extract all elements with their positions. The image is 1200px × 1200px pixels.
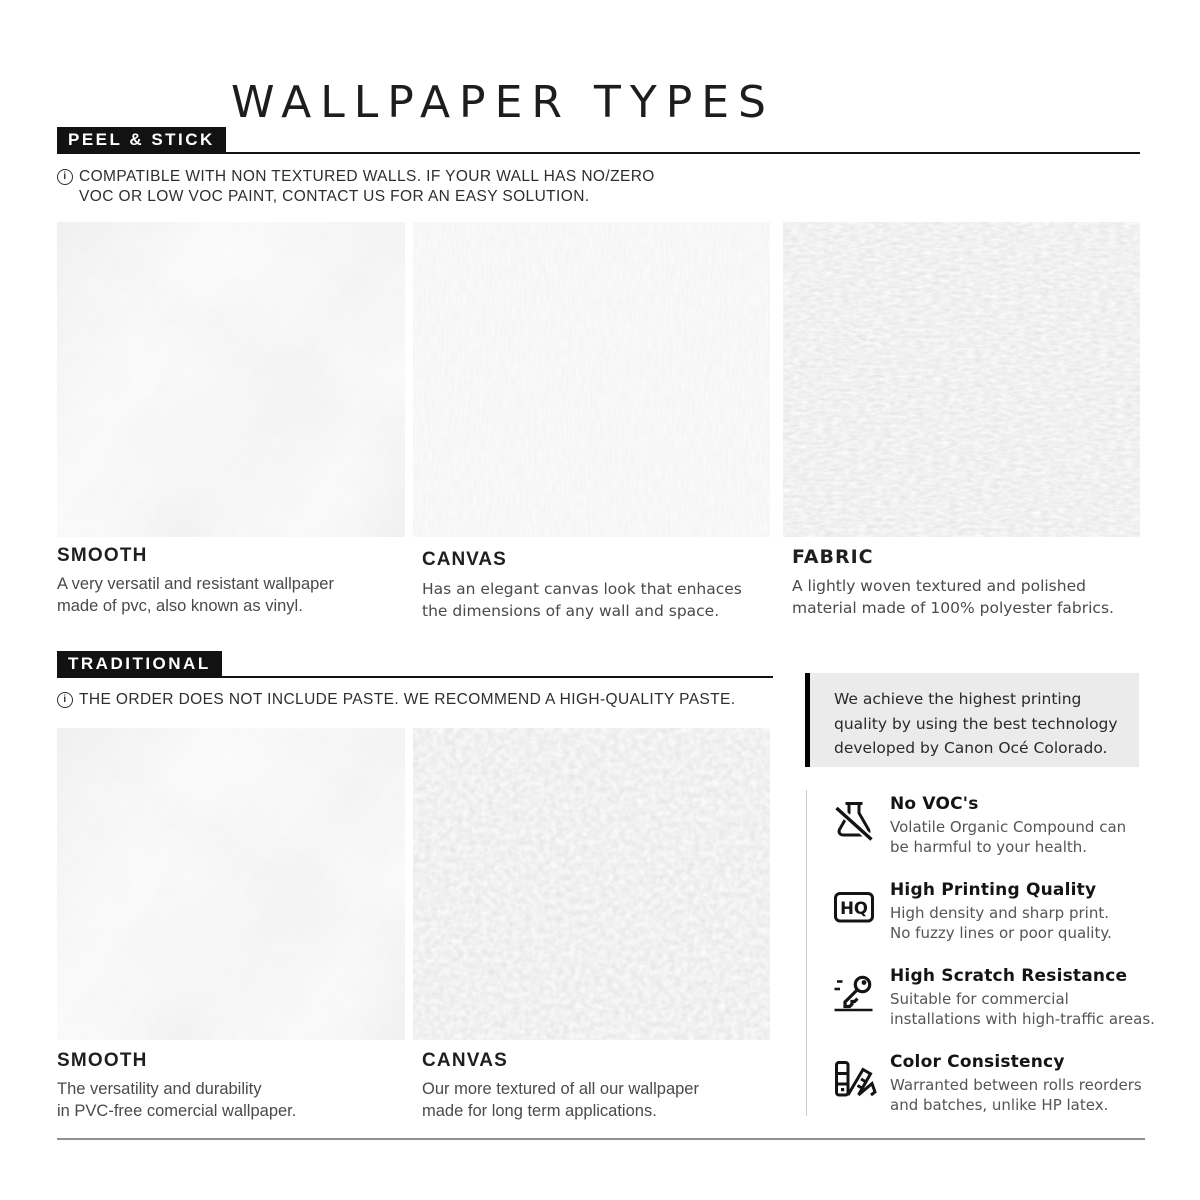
feature-no-voc	[830, 794, 1160, 857]
swatch-description: A very versatil and resistant wallpaper made of pvc, also known as vinyl.	[57, 575, 334, 615]
no-voc-flask-icon	[830, 797, 878, 845]
fabric-texture	[783, 222, 1140, 537]
feature-title: High Scratch Resistance	[890, 966, 1128, 986]
info-icon: i	[57, 692, 73, 708]
swatch-title: CANVAS	[422, 1050, 509, 1071]
swatch-description: A lightly woven textured and polished material made of 100% polyester fabrics.	[792, 577, 1114, 617]
peel-stick-note	[57, 167, 655, 207]
burlap-texture	[413, 728, 770, 1040]
feature-title: Color Consistency	[890, 1052, 1065, 1072]
note-line: COMPATIBLE WITH NON TEXTURED WALLS. IF YOUR WALL HAS NO/ZERO	[79, 168, 655, 185]
swatch-title: SMOOTH	[57, 1050, 148, 1071]
quote-line: We achieve the highest printing	[834, 690, 1082, 708]
caption-smooth-peel-stick	[57, 545, 334, 617]
feature-description: Warranted between rolls reorders and batches, unlike HP latex.	[890, 1076, 1142, 1114]
page-title: WALLPAPER TYPES	[231, 77, 775, 129]
key-scratch-icon	[830, 969, 878, 1017]
caption-canvas-traditional	[422, 1050, 699, 1122]
hq-badge-icon	[830, 883, 878, 931]
traditional-note	[57, 690, 735, 710]
caption-canvas-peel-stick	[422, 549, 742, 622]
feature-description: High density and sharp print. No fuzzy lines or poor quality.	[890, 904, 1112, 942]
caption-fabric-peel-stick	[792, 546, 1114, 619]
quote-line: quality by using the best technology	[834, 714, 1118, 733]
swatch-title: CANVAS	[422, 549, 507, 570]
quote-line: developed by Canon Océ Colorado.	[834, 739, 1108, 757]
swatch-image-smooth-traditional	[57, 728, 405, 1040]
section-label-traditional: TRADITIONAL	[57, 651, 222, 678]
caption-smooth-traditional	[57, 1050, 296, 1122]
swatch-description: The versatility and durability in PVC-free comercial wallpaper.	[57, 1080, 297, 1120]
swatch-image-canvas-peel-stick	[413, 222, 770, 537]
note-line: THE ORDER DOES NOT INCLUDE PASTE. WE RECOMMEND A HIGH-QUALITY PASTE.	[79, 691, 736, 708]
swatch-image-smooth-peel-stick	[57, 222, 405, 537]
canvas-texture	[413, 222, 770, 537]
bottom-divider	[57, 1138, 1145, 1140]
swatch-title: SMOOTH	[57, 545, 148, 566]
smooth-texture	[57, 728, 405, 1040]
quote-box	[805, 673, 1139, 767]
feature-description: Suitable for commercial installations with high-traffic areas.	[890, 990, 1155, 1028]
features-vertical-rule	[806, 790, 807, 1116]
swatch-image-fabric-peel-stick	[783, 222, 1140, 537]
info-icon: i	[57, 169, 73, 185]
swatch-description: Our more textured of all our wallpaper made for long term applications.	[422, 1080, 699, 1120]
swatch-description: Has an elegant canvas look that enhaces the dimensions of any wall and space.	[422, 580, 742, 620]
feature-high-scratch-resistance	[830, 966, 1160, 1029]
feature-high-printing-quality	[830, 880, 1160, 943]
feature-title: High Printing Quality	[890, 880, 1097, 900]
feature-description: Volatile Organic Compound can be harmful to your health.	[890, 818, 1127, 856]
section-label-peel-stick: PEEL & STICK	[57, 127, 226, 154]
color-swatchbook-icon	[830, 1055, 878, 1103]
note-line: VOC OR LOW VOC PAINT, CONTACT US FOR AN EASY SOLUTION.	[79, 188, 590, 205]
feature-title: No VOC's	[890, 794, 979, 814]
smooth-texture	[57, 222, 405, 537]
svg-text:HQ: HQ	[840, 899, 868, 918]
swatch-title: FABRIC	[792, 546, 874, 568]
feature-color-consistency	[830, 1052, 1160, 1115]
swatch-image-canvas-traditional	[413, 728, 770, 1040]
